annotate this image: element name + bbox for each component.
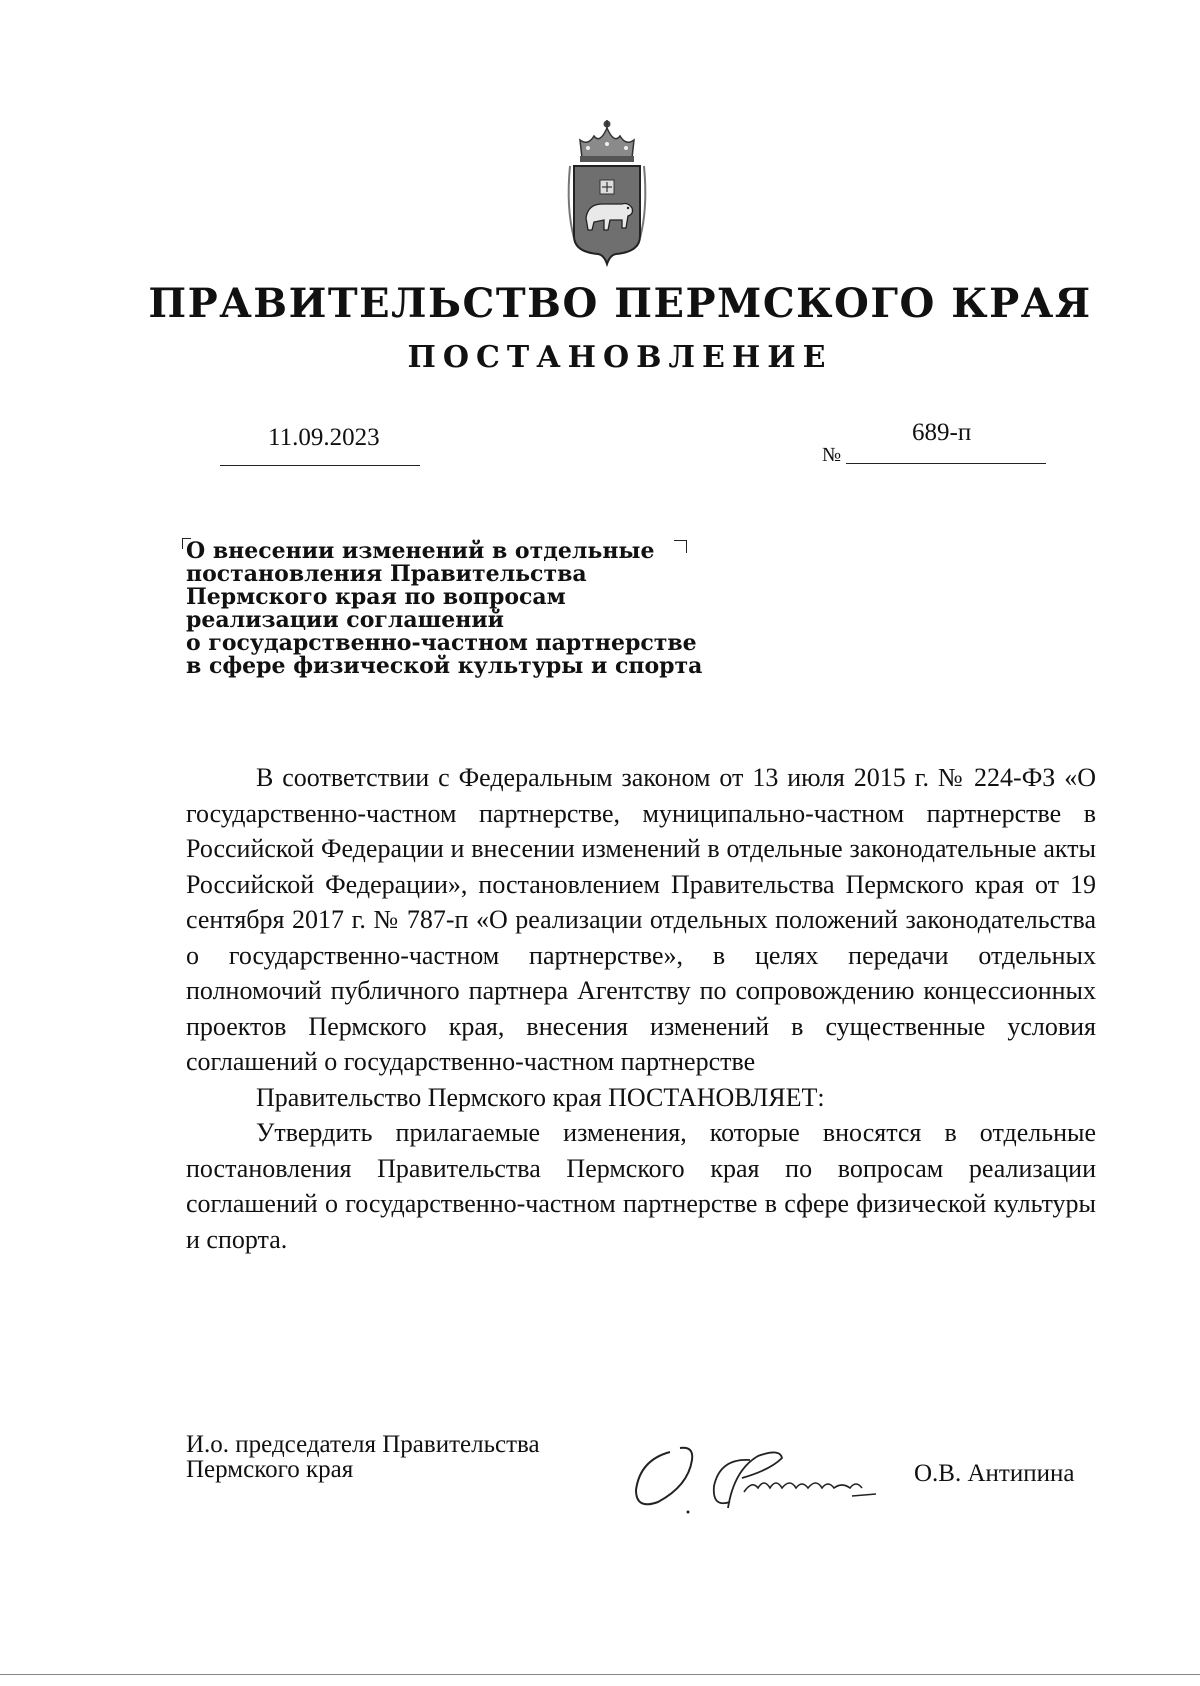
- subject-line: Пермского края по вопросам: [186, 584, 566, 610]
- signatory-position-line: И.о. председателя Правительства: [186, 1431, 540, 1458]
- scan-edge-line: [0, 1674, 1200, 1675]
- body-paragraph-decision: Утвердить прилагаемые изменения, которые вносятся в отдельные постановления Правительства Пермского края по вопросам реализации соглашений о государственно-частном партнерстве в сфере физической культуры и спорта.: [186, 1118, 1096, 1254]
- body-paragraph-resolves: Правительство Пермского края ПОСТАНОВЛЯЕТ:: [256, 1082, 825, 1112]
- document-body: [186, 760, 1096, 1257]
- document-number: 689-п: [912, 419, 972, 446]
- document-subject: [186, 540, 706, 678]
- handwritten-signature: [630, 1430, 920, 1520]
- signatory-position-line: Пермского края: [186, 1456, 354, 1483]
- subject-line: реализации соглашений: [186, 607, 505, 633]
- body-paragraph-preamble: В соответствии с Федеральным законом от 13 июля 2015 г. № 224-ФЗ «О государственно-частном партнерстве, муниципально-частном партнерстве в Российской Федерации и внесении изменений в отдельные законодательные акты Российской Федерации», постановлением Правительства Пермского края от 19 сентября 2017 г. № 787-п «О реализации отдельных положений законодательства о государственно-частном партнерстве», в целях передачи отдельных полномочий публичного партнера Агентству по сопровождению концессионных проектов Пермского края, внесения изменений в существенные условия соглашений о государственно-частном партнерстве: [186, 763, 1096, 1076]
- number-sign: №: [822, 444, 842, 466]
- subject-line: в сфере физической культуры и спорта: [186, 653, 703, 679]
- coat-of-arms-icon: [564, 118, 650, 270]
- subject-line: постановления Правительства: [186, 561, 587, 587]
- number-underline: [846, 463, 1046, 464]
- signatory-name: О.В. Антипина: [914, 1460, 1075, 1487]
- date-underline: [220, 465, 420, 466]
- subject-line: О внесении изменений в отдельные: [186, 538, 655, 564]
- organization-heading: ПРАВИТЕЛЬСТВО ПЕРМСКОГО КРАЯ: [148, 280, 1092, 327]
- document-type-heading: ПОСТАНОВЛЕНИЕ: [407, 340, 833, 375]
- subject-line: о государственно-частном партнерстве: [186, 630, 697, 656]
- signatory-position: [186, 1432, 540, 1482]
- document-date: 11.09.2023: [268, 424, 380, 451]
